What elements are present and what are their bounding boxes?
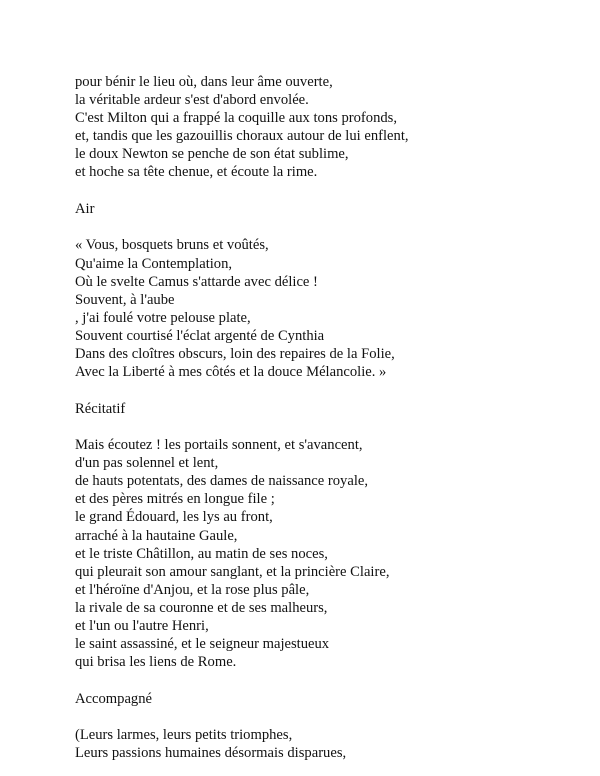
section-heading-accompagne: Accompagné (75, 690, 152, 707)
verse-line: et l'un ou l'autre Henri, (75, 618, 209, 634)
stanza-gap (75, 182, 575, 200)
verse-line: et, tandis que les gazouillis choraux autour de lui enflent, (75, 128, 409, 145)
section-heading-air: Air (75, 200, 95, 217)
verse-line: arraché à la hautaine Gaule, (75, 527, 238, 544)
stanza-recitatif (75, 436, 575, 671)
stanza-gap (75, 671, 575, 689)
verse-line: Dans des cloîtres obscurs, loin des repaires de la Folie, (75, 346, 395, 362)
stanza-opening (75, 73, 575, 182)
stanza-air (75, 236, 575, 381)
verse-line: le grand Édouard, les lys au front, (75, 509, 273, 526)
verse-line: la rivale de sa couronne et de ses malheurs, (75, 599, 328, 616)
verse-line: et des pères mitrés en longue file ; (75, 491, 275, 508)
stanza-accompagne (75, 726, 575, 762)
verse-line: C'est Milton qui a frappé la coquille aux tons profonds, (75, 110, 398, 127)
verse-line: Avec la Liberté à mes côtés et la douce Mélancolie. » (75, 364, 387, 381)
section-heading-recitatif: Récitatif (75, 400, 126, 417)
verse-line: Leurs passions humaines désormais disparues, (75, 745, 347, 762)
stanza-gap (75, 218, 575, 236)
poem-page (75, 73, 575, 762)
verse-line: Qu'aime la Contemplation, (75, 255, 233, 272)
verse-line: de hauts potentats, des dames de naissance royale, (75, 473, 368, 490)
verse-line: qui brisa les liens de Rome. (75, 654, 237, 671)
verse-line: Souvent, à l'aube (75, 291, 175, 308)
verse-line: Souvent courtisé l'éclat argenté de Cynthia (75, 327, 325, 344)
verse-line: le doux Newton se penche de son état sublime, (75, 146, 349, 163)
verse-line: d'un pas solennel et lent, (75, 455, 219, 472)
verse-line: (Leurs larmes, leurs petits triomphes, (75, 727, 293, 744)
stanza-gap (75, 418, 575, 436)
verse-line: « Vous, bosquets bruns et voûtés, (75, 237, 269, 254)
verse-line: et hoche sa tête chenue, et écoute la rime. (75, 164, 318, 181)
verse-line: et l'héroïne d'Anjou, et la rose plus pâle, (75, 581, 310, 598)
verse-line: Mais écoutez ! les portails sonnent, et s'avancent, (75, 437, 363, 454)
verse-line: pour bénir le lieu où, dans leur âme ouverte, (75, 74, 333, 90)
verse-line: et le triste Châtillon, au matin de ses noces, (75, 545, 328, 562)
verse-line: , j'ai foulé votre pelouse plate, (75, 309, 251, 326)
stanza-gap (75, 708, 575, 726)
verse-line: le saint assassiné, et le seigneur majestueux (75, 636, 330, 653)
verse-line: la véritable ardeur s'est d'abord envolée. (75, 92, 309, 109)
verse-line: qui pleurait son amour sanglant, et la princière Claire, (75, 563, 390, 580)
verse-line: Où le svelte Camus s'attarde avec délice ! (75, 273, 318, 290)
stanza-gap (75, 381, 575, 399)
